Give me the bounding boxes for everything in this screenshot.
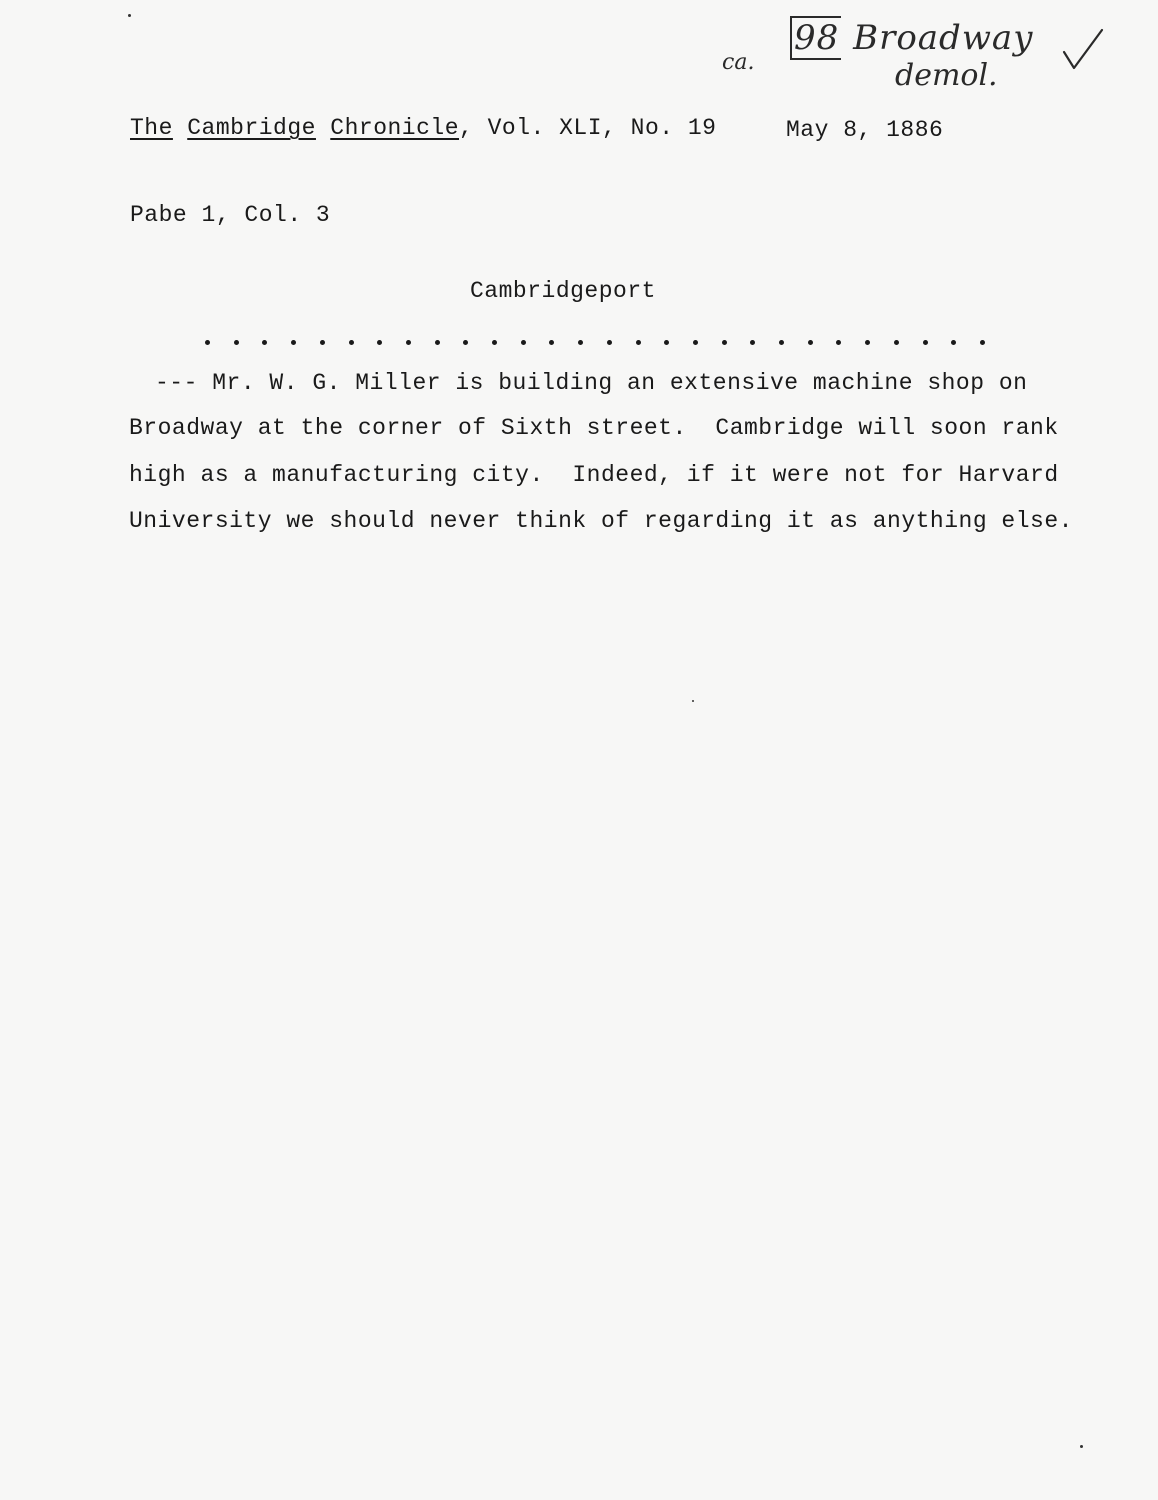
dotted-separator: [205, 340, 985, 345]
publication-word: The: [130, 115, 173, 141]
scan-speck: [1080, 1445, 1083, 1448]
article-line: high as a manufacturing city. Indeed, if it were not for Harvard: [129, 462, 1059, 488]
checkmark-icon: [1060, 26, 1106, 72]
page-column-reference: Pabe 1, Col. 3: [130, 202, 331, 228]
article-line: Broadway at the corner of Sixth street. Cambridge will soon rank: [129, 415, 1059, 441]
scan-speck: [128, 14, 131, 17]
handwritten-demolished-note: demol.: [895, 58, 998, 93]
article-line: University we should never think of regarding it as anything else.: [129, 508, 1073, 534]
handwritten-address-street: Broadway: [853, 18, 1034, 58]
publication-word: Chronicle: [330, 115, 460, 141]
article-line: --- Mr. W. G. Miller is building an extensive machine shop on: [155, 370, 1028, 396]
volume-number: , Vol. XLI, No. 19: [459, 115, 717, 141]
section-heading: Cambridgeport: [470, 278, 656, 304]
publication-citation: [130, 115, 716, 141]
handwritten-circa: ca.: [722, 50, 755, 75]
handwritten-address: [790, 18, 1033, 58]
publication-word: Cambridge: [187, 115, 316, 141]
handwritten-address-number: 98: [790, 16, 841, 60]
scan-speck: [692, 700, 694, 702]
publication-date: May 8, 1886: [786, 117, 944, 143]
